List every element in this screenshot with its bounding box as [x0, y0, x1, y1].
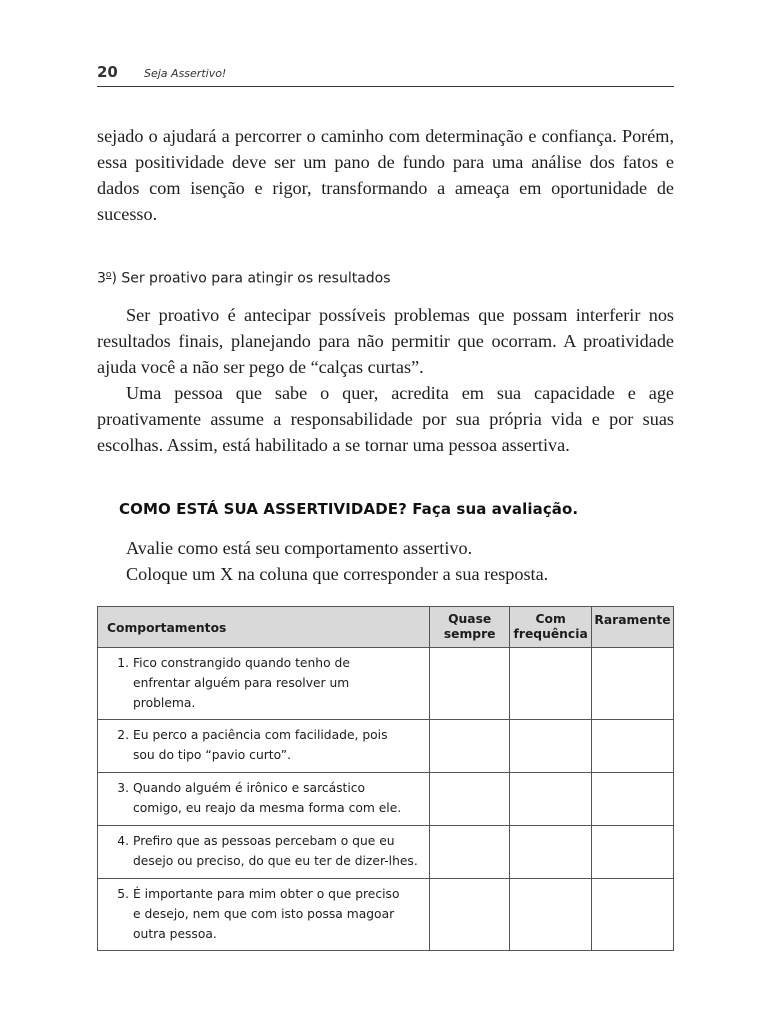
section-title: ) Ser proativo para atingir os resultados — [111, 270, 391, 287]
answer-cell-rarely[interactable] — [592, 648, 674, 720]
item-text-line: outra pessoa. — [133, 927, 217, 941]
table-row — [98, 720, 674, 773]
section-ordinal: o — [105, 270, 112, 280]
column-header-behaviors: Comportamentos — [98, 607, 430, 648]
table-row — [98, 826, 674, 879]
behavior-cell — [98, 773, 430, 826]
item-number: 5. — [117, 887, 129, 901]
evaluation-title: COMO ESTÁ SUA ASSERTIVIDADE? Faça sua avaliação. — [119, 500, 579, 518]
item-text-line: É importante para mim obter o que preciso — [133, 887, 400, 901]
table-header-row — [98, 607, 674, 648]
answer-cell-almost-always[interactable] — [430, 879, 510, 951]
column-header-almost-always — [430, 607, 510, 648]
column-header-line: Quase — [448, 612, 492, 626]
behavior-cell — [98, 826, 430, 879]
instruction-line: Coloque um X na coluna que corresponder a sua resposta. — [126, 564, 549, 584]
answer-cell-frequently[interactable] — [510, 773, 592, 826]
answer-cell-rarely[interactable] — [592, 720, 674, 773]
item-text-line: comigo, eu reajo da mesma forma com ele. — [133, 801, 402, 815]
item-text — [133, 778, 423, 818]
section-number: 3 — [97, 270, 106, 287]
table-row — [98, 648, 674, 720]
paragraph-person: Uma pessoa que sabe o quer, acredita em sua capacidade e age proativamente assume a responsabilidade por sua própria vida e por suas escolhas. Assim, está habilitado a se tornar uma pessoa assertiva. — [97, 383, 674, 455]
item-text-line: Prefiro que as pessoas percebam o que eu — [133, 834, 395, 848]
instruction-line: Avalie como está seu comportamento assertivo. — [126, 538, 473, 558]
item-text-line: sou do tipo “pavio curto”. — [133, 748, 291, 762]
table-row — [98, 773, 674, 826]
behavior-cell — [98, 879, 430, 951]
item-text-line: desejo ou preciso, do que eu ter de dizer-lhes. — [133, 854, 418, 868]
running-title: Seja Assertivo! — [144, 67, 227, 80]
evaluation-table — [97, 606, 674, 951]
answer-cell-rarely[interactable] — [592, 826, 674, 879]
answer-cell-rarely[interactable] — [592, 773, 674, 826]
answer-cell-rarely[interactable] — [592, 879, 674, 951]
answer-cell-frequently[interactable] — [510, 720, 592, 773]
evaluation-instructions — [126, 535, 686, 587]
answer-cell-almost-always[interactable] — [430, 773, 510, 826]
column-header-line: sempre — [443, 627, 496, 641]
answer-cell-almost-always[interactable] — [430, 648, 510, 720]
item-text — [133, 831, 423, 871]
item-text-line: Eu perco a paciência com facilidade, pois — [133, 728, 388, 742]
column-header-frequently — [510, 607, 592, 648]
answer-cell-frequently[interactable] — [510, 879, 592, 951]
item-text — [133, 653, 423, 713]
answer-cell-almost-always[interactable] — [430, 720, 510, 773]
item-text — [133, 725, 423, 765]
item-number: 4. — [117, 834, 129, 848]
item-number: 2. — [117, 728, 129, 742]
section-body — [97, 302, 674, 458]
section-heading — [97, 270, 391, 287]
behavior-cell — [98, 720, 430, 773]
item-text-line: Quando alguém é irônico e sarcástico — [133, 781, 366, 795]
column-header-line: frequência — [513, 627, 588, 641]
answer-cell-almost-always[interactable] — [430, 826, 510, 879]
item-text-line: e desejo, nem que com isto possa magoar — [133, 907, 395, 921]
item-number: 3. — [117, 781, 129, 795]
item-number: 1. — [117, 656, 129, 670]
intro-paragraph-block — [97, 123, 674, 227]
item-text — [133, 884, 423, 944]
column-header-line: Com — [535, 612, 566, 626]
item-text-line: Fico constrangido quando tenho de — [133, 656, 350, 670]
item-text-line: problema. — [133, 696, 196, 710]
behavior-cell — [98, 648, 430, 720]
column-header-rarely: Raramente — [592, 607, 674, 648]
table-row — [98, 879, 674, 951]
answer-cell-frequently[interactable] — [510, 648, 592, 720]
running-header — [97, 62, 674, 87]
page-number: 20 — [97, 63, 118, 81]
intro-paragraph: sejado o ajudará a percorrer o caminho com determinação e confiança. Porém, essa positividade deve ser um pano de fundo para uma análise dos fatos e dados com isenção e rigor, transformando a ameaça em oportunidade de sucesso. — [97, 126, 674, 224]
paragraph-proactive: Ser proativo é antecipar possíveis problemas que possam interferir nos resultados finais, planejando para não permitir que ocorram. A proatividade ajuda você a não ser pego de “calças curtas”. — [97, 305, 674, 377]
item-text-line: enfrentar alguém para resolver um — [133, 676, 350, 690]
answer-cell-frequently[interactable] — [510, 826, 592, 879]
